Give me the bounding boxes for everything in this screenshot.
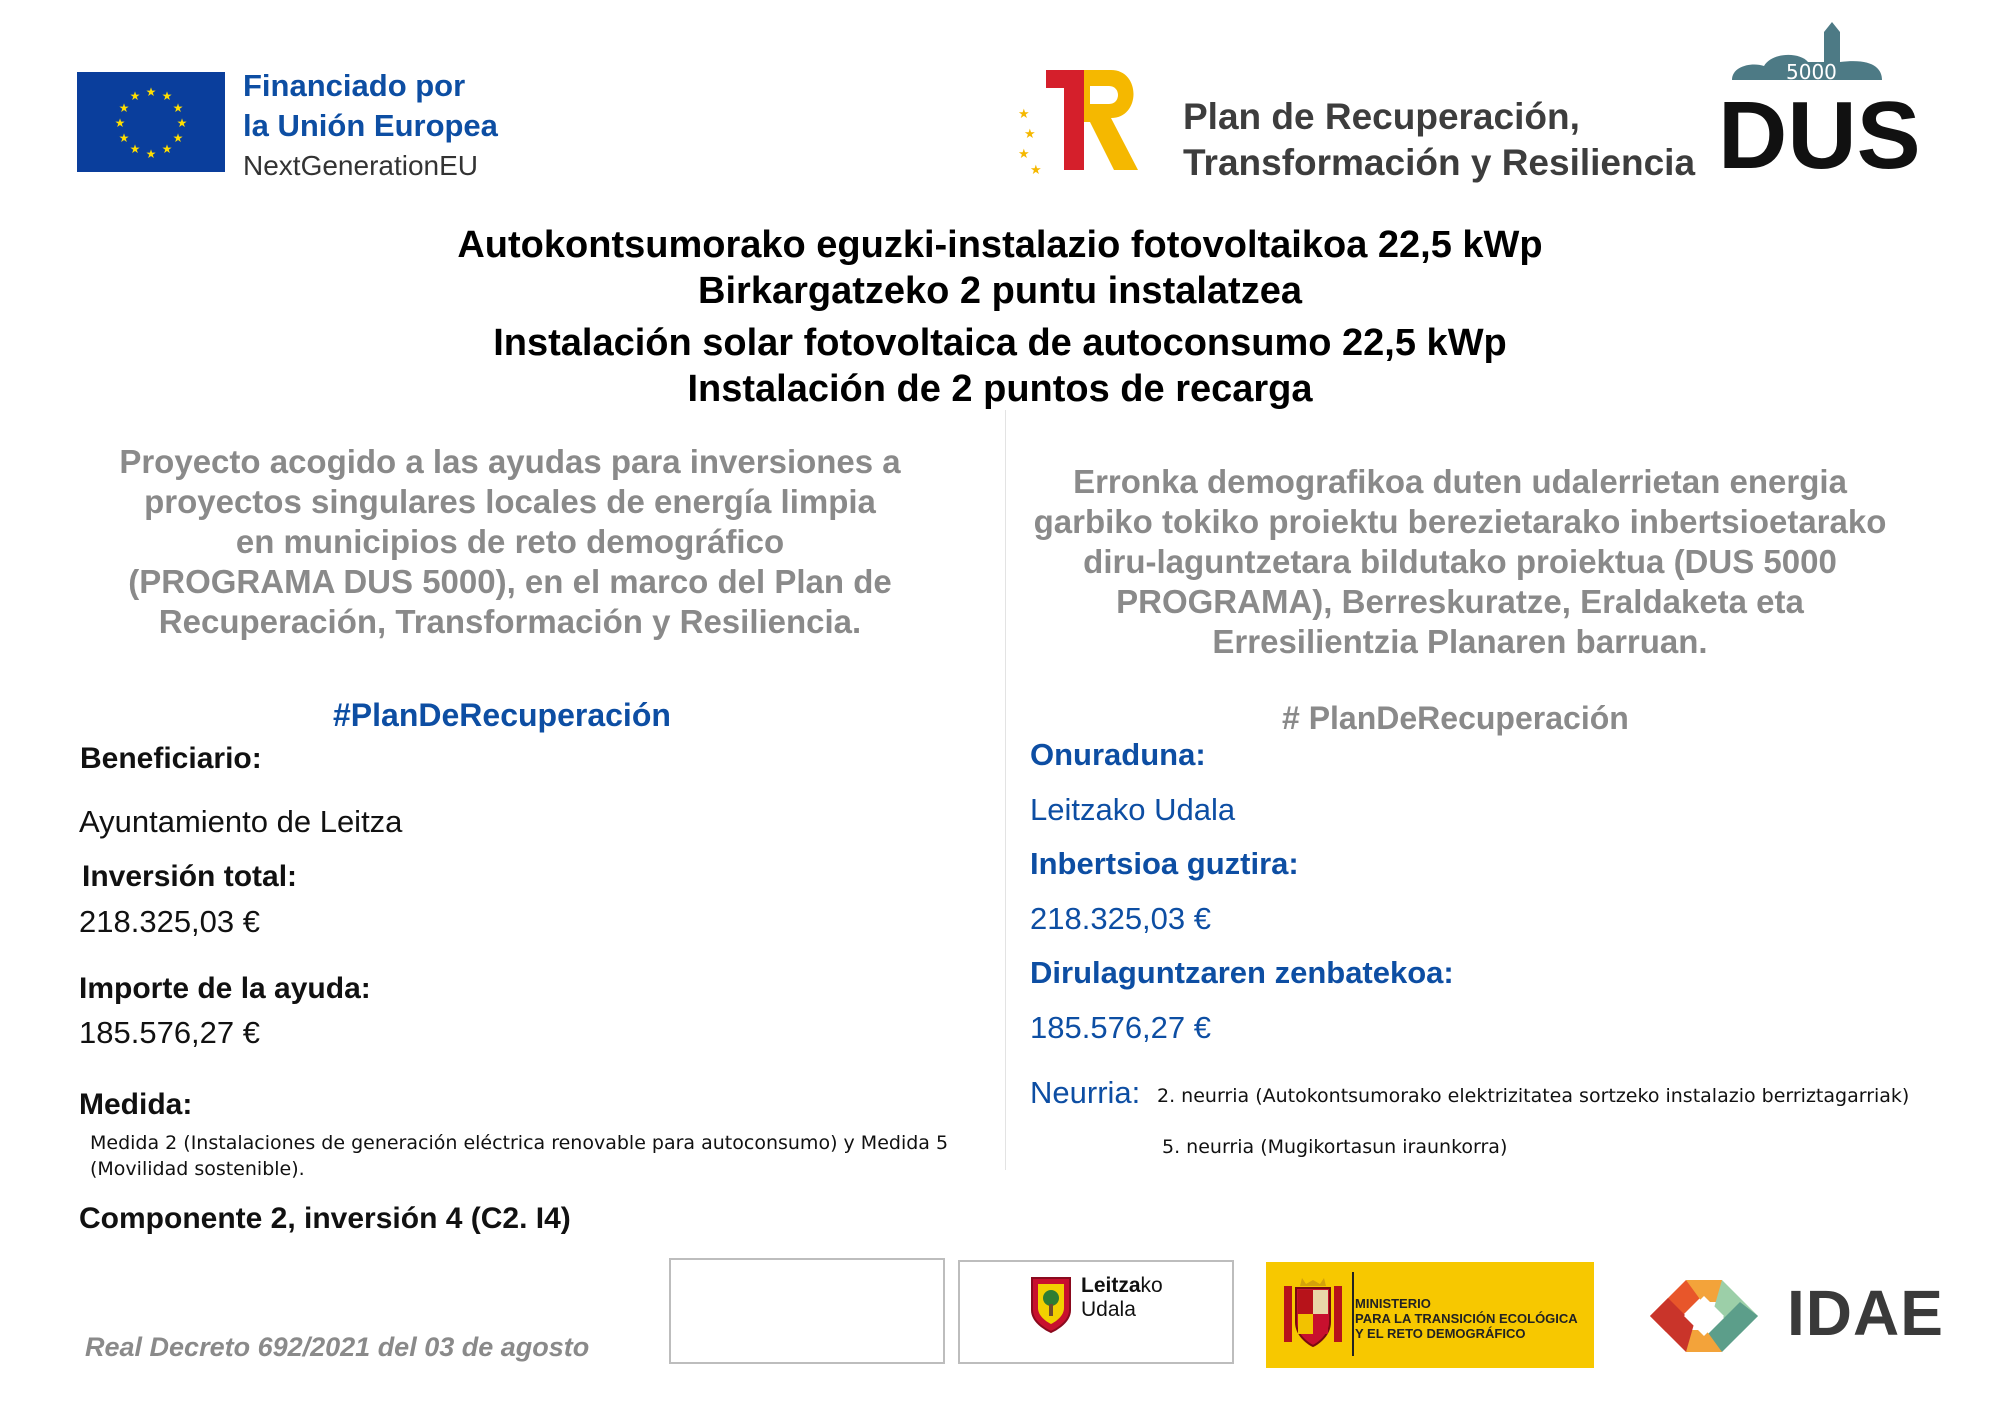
medida-text bbox=[90, 1130, 970, 1182]
tr-logo bbox=[1016, 66, 1156, 176]
eu-line-3: NextGenerationEU bbox=[243, 150, 479, 181]
left-desc-line: Proyecto acogido a las ayudas para inversiones a bbox=[119, 443, 901, 480]
eu-line-1: Financiado por bbox=[243, 68, 466, 103]
svg-text:★: ★ bbox=[145, 85, 157, 99]
neurria-item-2: 5. neurria (Mugikortasun iraunkorra) bbox=[1162, 1136, 1508, 1158]
leitza-suffix: ko bbox=[1140, 1274, 1163, 1297]
svg-text:★: ★ bbox=[1018, 107, 1030, 122]
plan-line-1: Plan de Recuperación, bbox=[1183, 96, 1580, 137]
beneficiario-value: Ayuntamiento de Leitza bbox=[79, 804, 403, 839]
svg-text:★: ★ bbox=[176, 116, 188, 130]
plan-recuperacion-text bbox=[1183, 94, 1695, 186]
medida-line-1: Medida 2 (Instalaciones de generación eléctrica renovable para autoconsumo) y Medida 5 bbox=[90, 1132, 949, 1154]
leitza-udala: Udala bbox=[1081, 1298, 1136, 1321]
svg-text:★: ★ bbox=[161, 89, 173, 103]
zenbatekoa-label: Dirulaguntzaren zenbatekoa: bbox=[1030, 955, 1454, 990]
ministerio-line-3: Y EL RETO DEMOGRÁFICO bbox=[1355, 1326, 1526, 1341]
right-description bbox=[1010, 462, 1910, 662]
dus-text: DUS bbox=[1718, 82, 1921, 178]
inversion-label: Inversión total: bbox=[82, 860, 298, 893]
title-basque-1: Autokontsumorako eguzki-instalazio fotovoltaikoa 22,5 kWp bbox=[457, 224, 1543, 266]
titles-block bbox=[0, 222, 2000, 412]
hashtag-right: # PlanDeRecuperación bbox=[1282, 700, 1629, 736]
svg-text:★: ★ bbox=[145, 147, 157, 161]
svg-text:★: ★ bbox=[1018, 147, 1030, 162]
zenbatekoa-value: 185.576,27 € bbox=[1030, 1010, 1212, 1045]
right-desc-line: Erresilientzia Planaren barruan. bbox=[1212, 623, 1708, 660]
title-basque-2: Birkargatzeko 2 puntu instalatzea bbox=[698, 270, 1302, 312]
svg-text:★: ★ bbox=[129, 89, 141, 103]
ministerio-line-1: MINISTERIO bbox=[1355, 1296, 1431, 1311]
svg-text:★: ★ bbox=[172, 131, 184, 145]
svg-text:★: ★ bbox=[129, 142, 141, 156]
svg-text:★: ★ bbox=[1024, 127, 1036, 142]
inversion-value: 218.325,03 € bbox=[79, 904, 261, 939]
ministerio-divider bbox=[1352, 1272, 1354, 1356]
left-desc-line: Recuperación, Transformación y Resiliencia. bbox=[158, 603, 862, 640]
spain-coat-of-arms-icon bbox=[1280, 1276, 1346, 1356]
onuraduna-value: Leitzako Udala bbox=[1030, 792, 1236, 827]
right-desc-line: PROGRAMA), Berreskuratze, Eraldaketa eta bbox=[1116, 583, 1804, 620]
svg-text:★: ★ bbox=[1030, 163, 1042, 176]
column-divider bbox=[1005, 410, 1006, 1170]
leitza-udala-text bbox=[1081, 1274, 1163, 1322]
right-desc-line: garbiko tokiko proiektu berezietarako inbertsioetarako bbox=[1033, 503, 1887, 540]
eu-funding-text bbox=[243, 66, 498, 186]
inbertsioa-label: Inbertsioa guztira: bbox=[1030, 846, 1299, 881]
dus-number: 5000 bbox=[1786, 60, 1837, 84]
svg-text:★: ★ bbox=[172, 101, 184, 115]
componente-text: Componente 2, inversión 4 (C2. I4) bbox=[79, 1202, 571, 1235]
leitza-name: Leitza bbox=[1081, 1274, 1141, 1297]
idae-text: IDAE bbox=[1787, 1277, 1944, 1349]
importe-label: Importe de la ayuda: bbox=[79, 972, 371, 1005]
neurria-label: Neurria: bbox=[1030, 1075, 1141, 1110]
ministerio-line-2: PARA LA TRANSICIÓN ECOLÓGICA bbox=[1355, 1311, 1578, 1326]
eu-line-2: la Unión Europea bbox=[243, 108, 498, 143]
svg-text:★: ★ bbox=[114, 116, 126, 130]
medida-label: Medida: bbox=[79, 1088, 193, 1121]
onuraduna-label: Onuraduna: bbox=[1030, 737, 1206, 772]
neurria-item-1: 2. neurria (Autokontsumorako elektrizitatea sortzeko instalazio berriztagarriak) bbox=[1157, 1085, 1910, 1107]
title-spanish-2: Instalación de 2 puntos de recarga bbox=[687, 368, 1313, 410]
svg-text:★: ★ bbox=[161, 142, 173, 156]
idae-logo-mark bbox=[1620, 1262, 1782, 1370]
left-desc-line: (PROGRAMA DUS 5000), en el marco del Plan de bbox=[128, 563, 892, 600]
inbertsioa-value: 218.325,03 € bbox=[1030, 901, 1212, 936]
left-desc-line: proyectos singulares locales de energía limpia bbox=[144, 483, 876, 520]
importe-value: 185.576,27 € bbox=[79, 1015, 261, 1050]
right-desc-line: diru-laguntzetara bildutako proiektua (DUS 5000 bbox=[1083, 543, 1837, 580]
empty-logo-box bbox=[669, 1258, 945, 1364]
ministerio-text bbox=[1355, 1296, 1578, 1341]
eu-flag-logo bbox=[77, 72, 225, 172]
title-spanish-1: Instalación solar fotovoltaica de autoconsumo 22,5 kWp bbox=[493, 322, 1507, 364]
decree-reference: Real Decreto 692/2021 del 03 de agosto bbox=[85, 1332, 590, 1362]
left-description bbox=[95, 442, 925, 642]
medida-line-2: (Movilidad sostenible). bbox=[90, 1158, 305, 1180]
right-desc-line: Erronka demografikoa duten udalerrietan energia bbox=[1073, 463, 1847, 500]
leitza-shield-icon bbox=[1030, 1276, 1072, 1334]
plan-line-2: Transformación y Resiliencia bbox=[1183, 142, 1696, 183]
left-desc-line: en municipios de reto demográfico bbox=[235, 523, 785, 560]
beneficiario-label: Beneficiario: bbox=[80, 742, 262, 775]
dus-5000-logo bbox=[1712, 18, 1942, 178]
hashtag-left: #PlanDeRecuperación bbox=[333, 697, 671, 733]
svg-text:★: ★ bbox=[118, 131, 130, 145]
svg-text:★: ★ bbox=[118, 101, 130, 115]
